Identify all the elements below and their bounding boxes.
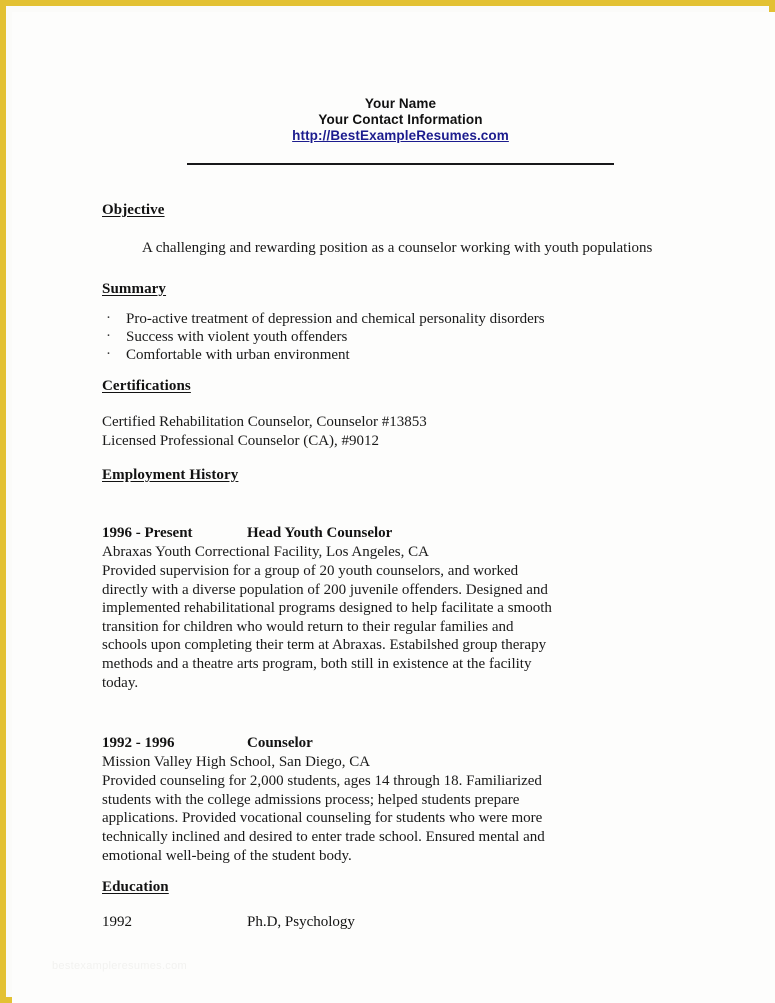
summary-bullet-list <box>102 310 702 364</box>
job-dates: 1992 - 1996 <box>102 735 175 752</box>
bullet-icon: · <box>106 346 111 362</box>
job-date-title-row <box>102 734 702 753</box>
candidate-name: Your Name <box>364 96 437 111</box>
employment-history-heading: Employment History <box>102 467 239 483</box>
list-item <box>102 310 702 328</box>
summary-item-text: Success with violent youth offenders <box>126 329 348 345</box>
job-dates: 1996 - Present <box>102 525 193 541</box>
job-title: Head Youth Counselor <box>247 525 393 541</box>
job-description: Provided counseling for 2,000 students, ages 14 through 18. Familiarized students with the college admissions process; helped students prepare applications. Provided vocational counseling for students who were more technically inclined and desired to enter trade school. Ensured mental and emotional well-being of the student body. <box>102 773 545 864</box>
section-objective <box>102 202 702 258</box>
page-watermark: bestexampleresumes.com <box>52 960 187 972</box>
education-heading: Education <box>102 879 169 895</box>
list-item <box>102 328 702 346</box>
certification-item: Licensed Professional Counselor (CA), #9012 <box>102 432 380 449</box>
section-employment-history <box>102 467 702 865</box>
employment-entry <box>102 734 702 865</box>
certifications-heading: Certifications <box>102 378 191 394</box>
section-education <box>102 879 702 932</box>
employment-entry <box>102 524 702 692</box>
job-description: Provided supervision for a group of 20 youth counselors, and worked directly with a diverse population of 200 juvenile offenders. Designed and implemented rehabilitational programs designed to help facilitate a smooth transition for children who would return to their regular families and schools upon completing their term at Abraxas. Estabilshed group therapy methods and a theatre arts program, both still in existence at the facility today. <box>102 563 552 691</box>
section-certifications <box>102 378 702 450</box>
education-year: 1992 <box>102 914 132 930</box>
candidate-contact-info: Your Contact Information <box>318 112 483 127</box>
bullet-icon: · <box>106 328 111 344</box>
resume-header <box>187 96 614 144</box>
summary-item-text: Comfortable with urban environment <box>126 347 350 363</box>
objective-text: A challenging and rewarding position as a counselor working with youth populations <box>142 240 653 256</box>
job-date-title-row <box>102 524 702 543</box>
section-summary <box>102 281 702 364</box>
objective-heading: Objective <box>102 202 165 218</box>
resume-page <box>12 12 775 1003</box>
bullet-icon: · <box>106 310 111 326</box>
job-organization: Mission Valley High School, San Diego, CA <box>102 754 371 771</box>
job-organization: Abraxas Youth Correctional Facility, Los Angeles, CA <box>102 544 429 560</box>
education-entry <box>102 913 702 932</box>
summary-heading: Summary <box>102 281 167 297</box>
job-title: Counselor <box>247 735 313 752</box>
header-divider-rule <box>187 163 614 165</box>
education-degree: Ph.D, Psychology <box>247 914 355 930</box>
resume-website-link[interactable]: http://BestExampleResumes.com <box>292 128 509 143</box>
list-item <box>102 346 702 364</box>
summary-item-text: Pro-active treatment of depression and chemical personality disorders <box>126 311 545 327</box>
certification-item: Certified Rehabilitation Counselor, Counselor #13853 <box>102 414 427 430</box>
